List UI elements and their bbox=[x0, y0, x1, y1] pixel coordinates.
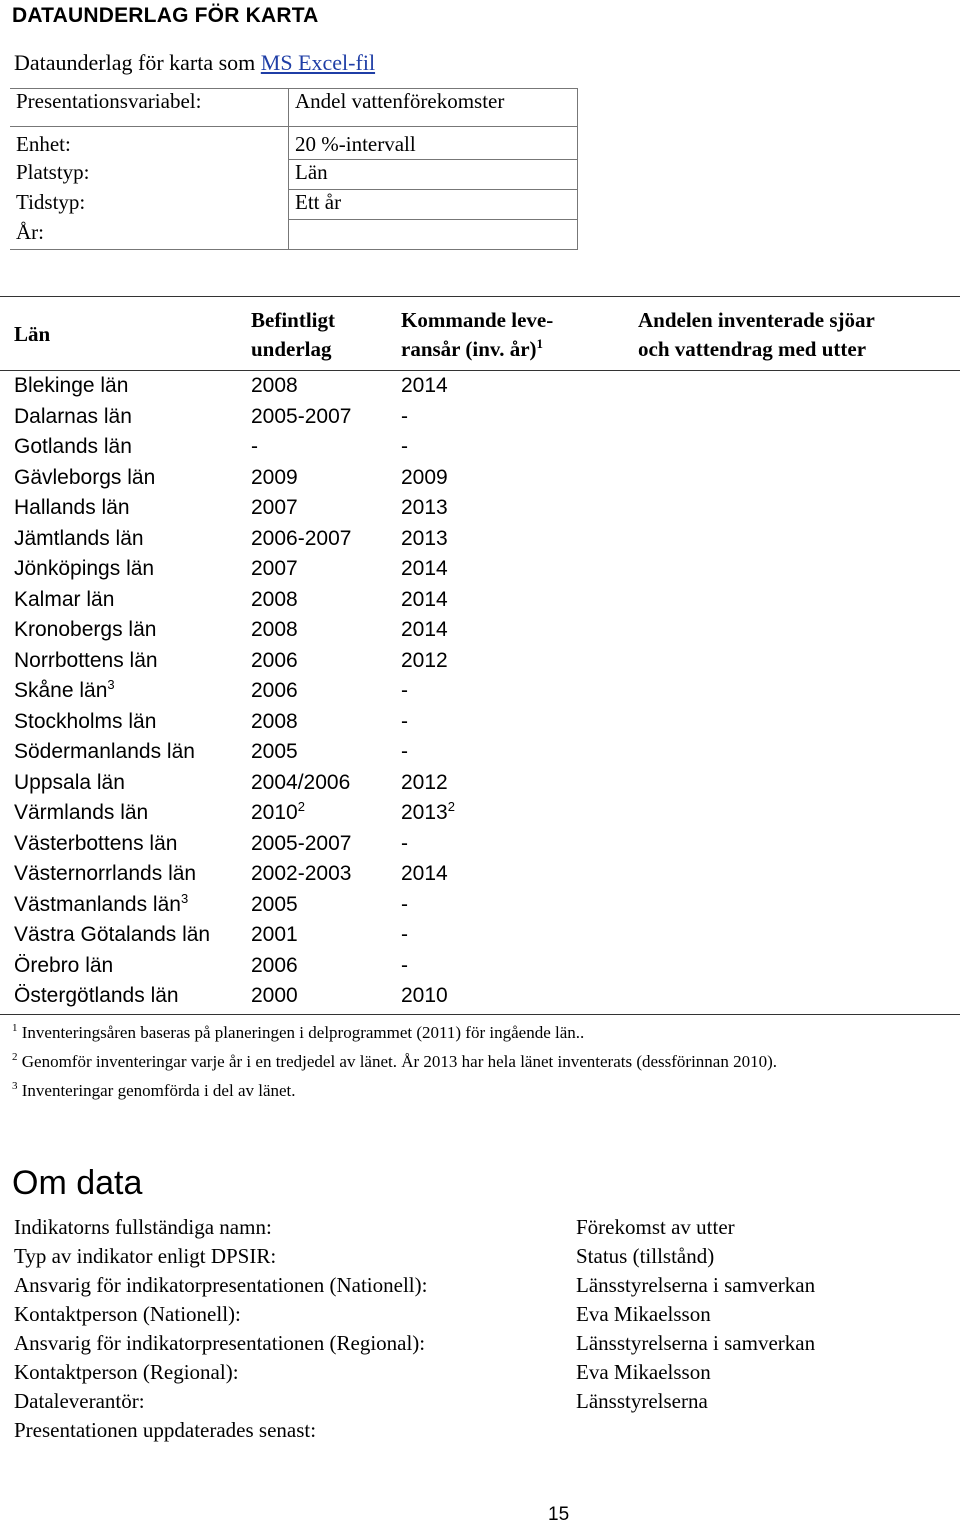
meta-label: Presentationsvariabel: bbox=[10, 89, 289, 127]
meta-value: 20 %-intervall bbox=[289, 127, 578, 160]
column-header-line: Kommande leve- bbox=[401, 308, 554, 332]
county-name-text: Östergötlands län bbox=[14, 984, 179, 1007]
column-header-lan: Län bbox=[14, 322, 51, 346]
kommande-value bbox=[401, 890, 408, 920]
table-row bbox=[0, 585, 960, 615]
kommande-value-text: - bbox=[401, 404, 408, 428]
footnote-marker: 3 bbox=[180, 890, 189, 906]
table-row bbox=[0, 707, 960, 737]
befintligt-value bbox=[251, 951, 298, 981]
table-row bbox=[0, 951, 960, 981]
kommande-value-text: - bbox=[401, 923, 408, 946]
meta-label: Tidstyp: bbox=[10, 190, 289, 220]
befintligt-value-text: 2008 bbox=[251, 709, 298, 733]
kommande-value-text: - bbox=[401, 953, 408, 977]
befintligt-value-text: 2006 bbox=[251, 679, 298, 702]
info-label: Ansvarig för indikatorpresentationen (Regional): bbox=[14, 1331, 426, 1355]
county-name-text: Blekinge län bbox=[14, 374, 129, 397]
footnote-text: Genomför inventeringar varje år i en tredjedel av länet. År 2013 har hela länet inventerats (dessförinnan 2010). bbox=[17, 1052, 778, 1071]
page-number: 15 bbox=[548, 1504, 570, 1525]
kommande-value-text: 2014 bbox=[401, 862, 448, 885]
meta-value bbox=[289, 220, 578, 250]
column-header-text: ransår (inv. år) bbox=[401, 337, 537, 361]
county-name bbox=[14, 920, 210, 950]
table-row bbox=[0, 646, 960, 676]
table-row bbox=[0, 768, 960, 798]
footnote-number: 2 bbox=[12, 1051, 18, 1063]
befintligt-value bbox=[251, 493, 298, 523]
kommande-value bbox=[401, 646, 448, 676]
befintligt-value-text: 2009 bbox=[251, 465, 298, 489]
befintligt-value bbox=[251, 524, 351, 554]
befintligt-value bbox=[251, 676, 298, 706]
county-name bbox=[14, 432, 132, 462]
kommande-value-text: 2013 bbox=[401, 526, 448, 550]
footnotes bbox=[12, 1018, 777, 1105]
kommande-value bbox=[401, 829, 408, 859]
county-name bbox=[14, 951, 113, 981]
table-row bbox=[0, 524, 960, 554]
befintligt-value-text: 2001 bbox=[251, 923, 298, 946]
info-value: Förekomst av utter bbox=[576, 1215, 735, 1239]
befintligt-value-text: 2007 bbox=[251, 496, 298, 519]
kommande-value bbox=[401, 768, 448, 798]
kommande-value bbox=[401, 371, 448, 401]
county-name-text: Jämtlands län bbox=[14, 526, 144, 550]
kommande-value-text: - bbox=[401, 892, 408, 916]
column-header-line bbox=[401, 335, 553, 364]
meta-value: Andel vattenförekomster bbox=[289, 89, 578, 127]
meta-label: År: bbox=[10, 220, 289, 250]
info-value: Eva Mikaelsson bbox=[576, 1302, 711, 1326]
table-row bbox=[0, 554, 960, 584]
info-row bbox=[0, 1271, 960, 1300]
befintligt-value bbox=[251, 829, 351, 859]
table-row bbox=[0, 432, 960, 462]
info-value: Eva Mikaelsson bbox=[576, 1360, 711, 1384]
metadata-table bbox=[10, 88, 578, 250]
kommande-value bbox=[401, 920, 408, 950]
footnote-text: Inventeringsåren baseras på planeringen i delprogrammet (2011) för ingående län.. bbox=[17, 1023, 585, 1042]
befintligt-value-text: 2007 bbox=[251, 557, 298, 580]
table-row bbox=[0, 615, 960, 645]
info-label: Kontaktperson (Regional): bbox=[14, 1360, 239, 1384]
kommande-value bbox=[401, 463, 448, 493]
table-row bbox=[0, 829, 960, 859]
befintligt-value-text: 2006 bbox=[251, 648, 298, 672]
kommande-value-text: 2009 bbox=[401, 465, 448, 489]
footnote-marker: 1 bbox=[536, 336, 544, 351]
county-name bbox=[14, 585, 114, 615]
kommande-value bbox=[401, 493, 448, 523]
befintligt-value bbox=[251, 585, 298, 615]
county-name-text: Västmanlands län bbox=[14, 892, 181, 916]
column-header-kommande bbox=[401, 306, 553, 364]
table-row bbox=[0, 493, 960, 523]
info-value: Länsstyrelserna bbox=[576, 1389, 708, 1413]
befintligt-value bbox=[251, 371, 298, 401]
table-row bbox=[0, 402, 960, 432]
county-name bbox=[14, 890, 188, 920]
befintligt-value bbox=[251, 463, 298, 493]
table-bottom-rule bbox=[0, 1014, 960, 1015]
befintligt-value bbox=[251, 737, 298, 767]
befintligt-value-text: 2006-2007 bbox=[251, 526, 352, 550]
kommande-value-text: - bbox=[401, 709, 408, 733]
info-row bbox=[0, 1329, 960, 1358]
county-name bbox=[14, 829, 177, 859]
table-row bbox=[0, 859, 960, 889]
county-name-text: Gävleborgs län bbox=[14, 465, 156, 489]
footnote-marker: 2 bbox=[297, 799, 305, 814]
befintligt-value bbox=[251, 402, 351, 432]
info-row bbox=[0, 1387, 960, 1416]
document-heading: DATAUNDERLAG FÖR KARTA bbox=[12, 4, 319, 27]
county-name bbox=[14, 737, 195, 767]
kommande-value-text: - bbox=[401, 435, 408, 458]
kommande-value-text: 2010 bbox=[401, 984, 448, 1007]
footnote bbox=[12, 1076, 777, 1105]
section-heading-om-data: Om data bbox=[12, 1164, 143, 1202]
table-row bbox=[0, 890, 960, 920]
info-label: Dataleverantör: bbox=[14, 1389, 145, 1413]
column-header-befintligt bbox=[251, 306, 335, 364]
table-row bbox=[0, 981, 960, 1011]
kommande-value-text: 2014 bbox=[401, 374, 448, 397]
footnote bbox=[12, 1018, 777, 1047]
kommande-value bbox=[401, 585, 448, 615]
county-name-text: Västerbottens län bbox=[14, 831, 178, 855]
kommande-value-text: - bbox=[401, 831, 408, 855]
table-row bbox=[0, 463, 960, 493]
befintligt-value-text: 2005 bbox=[251, 740, 298, 763]
befintligt-value bbox=[251, 920, 298, 950]
info-label: Presentationen uppdaterades senast: bbox=[14, 1418, 317, 1442]
footnote-text: Inventeringar genomförda i del av länet. bbox=[17, 1081, 296, 1100]
befintligt-value-text: 2008 bbox=[251, 618, 298, 641]
footnote-marker: 2 bbox=[447, 799, 455, 814]
kommande-value bbox=[401, 432, 408, 462]
info-row bbox=[0, 1242, 960, 1271]
county-name-text: Västernorrlands län bbox=[14, 862, 197, 885]
kommande-value bbox=[401, 524, 448, 554]
column-header-andel bbox=[638, 306, 875, 364]
kommande-value-text: 2012 bbox=[401, 648, 448, 672]
kommande-value bbox=[401, 402, 408, 432]
footnote-marker: 3 bbox=[107, 677, 115, 692]
county-name bbox=[14, 646, 158, 676]
befintligt-value-text: - bbox=[251, 435, 258, 458]
befintligt-value-text: 2008 bbox=[251, 374, 298, 397]
column-header-line: underlag bbox=[251, 337, 332, 361]
table-row bbox=[0, 798, 960, 828]
info-row bbox=[0, 1300, 960, 1329]
table-row bbox=[0, 920, 960, 950]
footnote-number: 1 bbox=[12, 1022, 18, 1034]
befintligt-value bbox=[251, 798, 305, 828]
befintligt-value bbox=[251, 432, 258, 462]
table-row bbox=[0, 371, 960, 401]
info-value: Länsstyrelserna i samverkan bbox=[576, 1273, 816, 1297]
county-name-text: Hallands län bbox=[14, 496, 130, 519]
county-name-text: Jönköpings län bbox=[14, 557, 155, 580]
kommande-value bbox=[401, 951, 408, 981]
info-value: Länsstyrelserna i samverkan bbox=[576, 1331, 816, 1355]
meta-value: Ett år bbox=[289, 190, 578, 220]
befintligt-value-text: 2000 bbox=[251, 984, 298, 1007]
befintligt-value bbox=[251, 890, 298, 920]
county-name-text: Uppsala län bbox=[14, 770, 125, 794]
kommande-value bbox=[401, 798, 455, 828]
county-name bbox=[14, 676, 115, 706]
kommande-value bbox=[401, 707, 408, 737]
meta-label: Platstyp: bbox=[10, 160, 289, 190]
subtitle bbox=[14, 50, 375, 76]
column-header-line: Andelen inventerade sjöar bbox=[638, 308, 875, 332]
befintligt-value-text: 2008 bbox=[251, 587, 298, 611]
county-name bbox=[14, 981, 179, 1011]
meta-value: Län bbox=[289, 160, 578, 190]
kommande-value bbox=[401, 615, 448, 645]
befintligt-value bbox=[251, 981, 298, 1011]
befintligt-value bbox=[251, 707, 298, 737]
kommande-value-text: 2013 bbox=[401, 496, 448, 519]
info-row bbox=[0, 1213, 960, 1242]
column-header-line: Befintligt bbox=[251, 308, 335, 332]
befintligt-value bbox=[251, 554, 298, 584]
county-name-text: Gotlands län bbox=[14, 435, 132, 458]
table-row bbox=[0, 676, 960, 706]
footnote bbox=[12, 1047, 777, 1076]
befintligt-value-text: 2002-2003 bbox=[251, 862, 352, 885]
county-name-text: Dalarnas län bbox=[14, 404, 132, 428]
county-name bbox=[14, 798, 148, 828]
info-label: Typ av indikator enligt DPSIR: bbox=[14, 1244, 277, 1268]
kommande-value-text: 2014 bbox=[401, 587, 448, 611]
county-name bbox=[14, 615, 156, 645]
county-name-text: Kronobergs län bbox=[14, 618, 157, 641]
info-label: Kontaktperson (Nationell): bbox=[14, 1302, 241, 1326]
county-name-text: Stockholms län bbox=[14, 709, 157, 733]
county-name-text: Örebro län bbox=[14, 953, 114, 977]
kommande-value bbox=[401, 676, 408, 706]
county-name bbox=[14, 768, 125, 798]
befintligt-value bbox=[251, 859, 351, 889]
county-name-text: Kalmar län bbox=[14, 587, 115, 611]
info-label: Ansvarig för indikatorpresentationen (Nationell): bbox=[14, 1273, 428, 1297]
befintligt-value bbox=[251, 768, 350, 798]
info-label: Indikatorns fullständiga namn: bbox=[14, 1215, 272, 1239]
kommande-value-text: 2012 bbox=[401, 770, 448, 794]
table-top-rule bbox=[0, 296, 960, 297]
county-name bbox=[14, 554, 154, 584]
befintligt-value-text: 2004/2006 bbox=[251, 770, 351, 794]
kommande-value-text: - bbox=[401, 740, 408, 763]
county-name bbox=[14, 402, 132, 432]
befintligt-value bbox=[251, 646, 298, 676]
table-row bbox=[0, 737, 960, 767]
county-name bbox=[14, 463, 155, 493]
kommande-value bbox=[401, 981, 448, 1011]
county-name-text: Norrbottens län bbox=[14, 648, 158, 672]
county-name bbox=[14, 493, 130, 523]
county-name bbox=[14, 524, 144, 554]
kommande-value-text: 2013 bbox=[401, 801, 448, 824]
kommande-value bbox=[401, 737, 408, 767]
befintligt-value bbox=[251, 615, 298, 645]
excel-file-link[interactable]: MS Excel-fil bbox=[260, 50, 376, 75]
kommande-value-text: 2014 bbox=[401, 557, 448, 580]
county-name bbox=[14, 371, 128, 401]
befintligt-value-text: 2005 bbox=[251, 892, 298, 916]
county-name-text: Västra Götalands län bbox=[14, 923, 211, 946]
county-name bbox=[14, 707, 156, 737]
befintligt-value-text: 2005-2007 bbox=[251, 831, 352, 855]
info-row bbox=[0, 1416, 960, 1445]
meta-label: Enhet: bbox=[10, 127, 289, 160]
info-value: Status (tillstånd) bbox=[576, 1244, 715, 1268]
info-row bbox=[0, 1358, 960, 1387]
county-name-text: Värmlands län bbox=[14, 801, 149, 824]
column-header-line: och vattendrag med utter bbox=[638, 337, 867, 361]
subtitle-text: Dataunderlag för karta som bbox=[14, 50, 261, 75]
kommande-value-text: 2014 bbox=[401, 618, 448, 641]
kommande-value-text: - bbox=[401, 679, 408, 702]
befintligt-value-text: 2006 bbox=[251, 953, 298, 977]
footnote-number: 3 bbox=[12, 1080, 18, 1092]
county-name-text: Skåne län bbox=[14, 679, 108, 702]
county-name-text: Södermanlands län bbox=[14, 740, 195, 763]
kommande-value bbox=[401, 859, 448, 889]
county-name bbox=[14, 859, 196, 889]
befintligt-value-text: 2005-2007 bbox=[251, 404, 352, 428]
befintligt-value-text: 2010 bbox=[251, 801, 298, 824]
kommande-value bbox=[401, 554, 448, 584]
